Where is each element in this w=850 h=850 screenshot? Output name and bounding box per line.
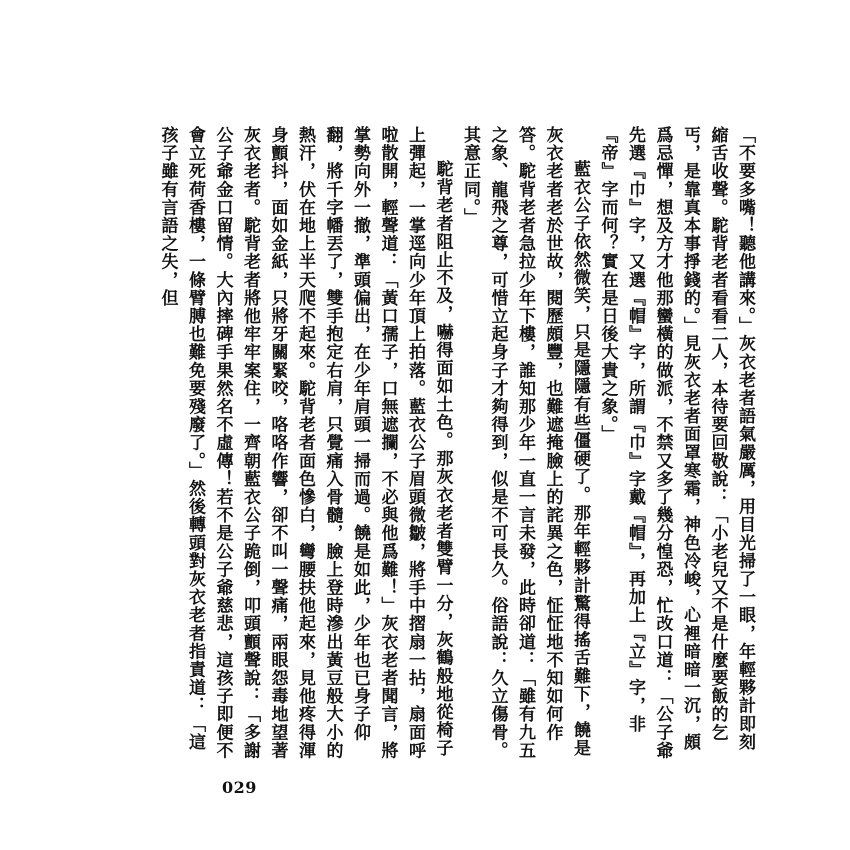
page-number: 029 [222,778,257,797]
paragraph: 駝背老者阻止不及，嚇得面如土色。那灰衣老者雙臂一分，灰鶴般地從椅子上彈起，一掌逕向少年頂上拍落。藍衣公子眉頭微皺，將手中摺扇一拈，扇面呼啦散開，輕聲道：「黃口孺子，口無遮攔，不必與他爲難！」灰衣老者聞言，將掌勢向外一撤，準頭偏出，在少年肩頭一掃而過。饒是如此，少年也已身子仰翻，將千字幡丟了，雙手抱定右肩，只覺痛入骨髓，臉上登時滲出黃豆般大小的熱汗，伏在地上半天爬不起來。駝背老者面色慘白，彎腰扶他起來，見他疼得渾身顫抖，面如金紙，只將牙關緊咬，咯咯作響，卻不叫一聲痛，兩眼怨毒地望著灰衣老者。駝背老者將他牢牢案住，一齊朝藍衣公子跪倒，叩頭顫聲說：「多謝公子爺金口留情。大內摔碑手果然名不虛傳！若不是公子爺慈悲，這孩子即便不會立死荷香樓，一條臂膊也難免要殘廢了。」然後轉頭對灰衣老者指責道：「這孩子雖有言語之失，但 [157,126,453,760]
paragraph: 藍衣公子依然微笑，只是隱隱有些僵硬了。那年輕夥計驚得搖舌難下，饒是灰衣老者老於世故，閱歷頗豐，也難遮掩臉上的詫異之色，怔怔地不知如何作答。駝背老者急拉少年下樓，誰知那少年一直一言未發，此時卻道：「雖有九五之象、龍飛之尊，可惜立起身子才夠得到，似是不可長久。俗語說：久立傷骨。其意正同。」 [460,126,590,760]
paragraph: 「不要多嘴！聽他講來。」灰衣老者語氣嚴厲，用目光掃了一眼，年輕夥計即刻縮舌收聲。駝背老者看看二人，本待要回敬說：「小老兒又不是什麼要飯的乞丐，是靠真本事掙錢的。」見灰衣老者面罩寒霜，神色冷峻，心裡暗暗一沉，頗爲忌憚，想及方才他那蠻橫的做派，不禁又多了幾分惶恐，忙改口道：「公子爺先選『巾』字，又選『帽』字，所謂『巾』字戴『帽』，再加上『立』字，非『帝』字而何？實在是日後大貴之象。」 [597,126,755,760]
vertical-text-body [157,126,758,764]
